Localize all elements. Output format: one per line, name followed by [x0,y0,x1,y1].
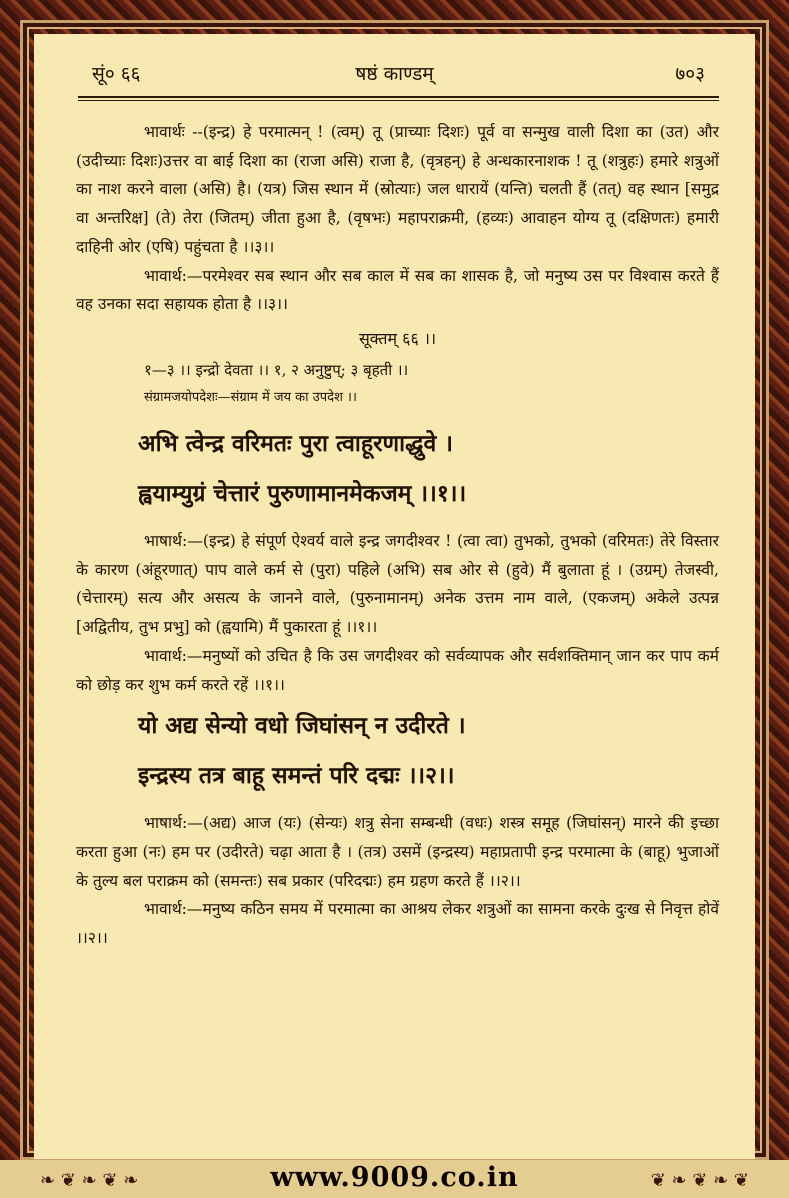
mantra-1-line-1: अभि त्वेन्द्र वरिमतः पुरा त्वाहूरणाद्धुवे । [138,430,453,458]
page-body [76,118,719,953]
website-url[interactable]: www.9009.co.in [270,1162,519,1193]
left-ornament-icon: ❧ ❦ ❧ ❦ ❧ [40,1170,139,1191]
sukta-meta: १—३ ।। इन्द्रो देवता ।। १, २ अनुष्टुप्; ३ बृहती ।। [144,360,409,379]
bhashartha-1: भाषार्थ:—(इन्द्र) हे संपूर्ण ऐश्वर्य वाले इन्द्र जगदीश्वर ! (त्वा त्वा) तुभको, तुभको (वरिमतः) तेरे विस्तार के कारण (अंहूरणात्) पाप वाले कर्म से (पुरा) पहिले (अभि) सब ओर से (हुवे) मैं बुलाता हूं । (उग्रम्) तेजस्वी, (चेत्तारम्) सत्य और असत्य के जानने वाले, (पुरुनामानम्) अनेक उत्तम नाम वाले, (एकजम्) अकेले उत्पन्न [अद्वितीय, तुभ प्रभु] को (ह्वयामि) मैं पुकारता हूं ।।१।। [76,532,719,637]
bhashartha-3: भावार्थः --(इन्द्र) हे परमात्मन् ! (त्वम्) तू (प्राच्याः दिशः) पूर्व वा सन्मुख वाली दिशा का (उत) और (उदीच्याः दिशः)उत्तर वा बाई दिशा का (राजा असि) राजा है, (वृत्रहन्) हे अन्धकारनाशक ! तू (शत्रुहः) हमारे शत्रुओं का नाश करने वाला (असि) है। (यत्र) जिस स्थान में (स्रोत्याः) जल धारायें (यन्ति) चलती हैं (तत्) वह स्थान [समुद्र वा अन्तरिक्ष] (ते) तेरा (जितम्) जीता हुआ है, (वृषभः) महापराक्रमी, (हव्यः) आवाहन योग्य तू (दक्षिणतः) हमारी दाहिनी ओर (एषि) पहुंचता है ।।३।। [76,123,719,256]
right-ornament-icon: ❦ ❧ ❦ ❧ ❦ [650,1170,749,1191]
bhavartha-2: भावार्थ:—मनुष्य कठिन समय में परमात्मा का आश्रय लेकर शत्रुओं का सामना करके दुःख से निवृत्त होवें ।।२।। [76,900,719,948]
bhashartha-2: भाषार्थ:—(अद्य) आज (यः) (सेन्यः) शत्रु सेना सम्बन्धी (वधः) शस्त्र समूह (जिघांसन्) मारने की इच्छा करता हुआ (नः) हम पर (उदीरते) चढ़ा आता है । (तत्र) उसमें (इन्द्रस्य) महाप्रतापी इन्द्र परमात्मा के (बाहू) भुजाओं के तुल्य बल पराक्रम को (समन्तः) सब प्रकार (परिदद्मः) हम ग्रहण करते हैं ।।२।। [76,814,719,890]
kanda-title: षष्ठं काण्डम् [355,63,434,85]
page-number: ७०३ [675,63,705,85]
page-header [74,60,715,94]
sukta-title: सूक्तम् ६६ ।। [358,328,437,348]
book-page [34,34,755,1159]
sukta-number: सूं० ६६ [92,63,141,85]
mantra-2-line-2: इन्द्रस्य तत्र बाहू समन्तं परि दद्मः ।।२।। [138,762,455,790]
sukta-topic: संग्रामजयोपदेशः—संग्राम में जय का उपदेश ।। [144,390,357,406]
mantra-2-line-1: यो अद्य सेन्यो वधो जिघांसन् न उदीरते । [138,712,466,740]
mantra-1-line-2: ह्वयाम्युग्रं चेत्तारं पुरुणामानमेकजम् ।।१।। [138,480,467,508]
bhavartha-1: भावार्थ:—मनुष्यों को उचित है कि उस जगदीश्वर को सर्वव्यापक और सर्वशक्तिमान् जान कर पाप कर्म को छोड़ कर शुभ कर्म करते रहें ।।१।। [76,646,719,694]
header-rule [78,96,719,98]
bhavartha-3: भावार्थ:—परमेश्वर सब स्थान और सब काल में सब का शासक है, जो मनुष्य उस पर विश्वास करते हैं वह उनका सदा सहायक होता है ।।३।। [76,266,719,314]
